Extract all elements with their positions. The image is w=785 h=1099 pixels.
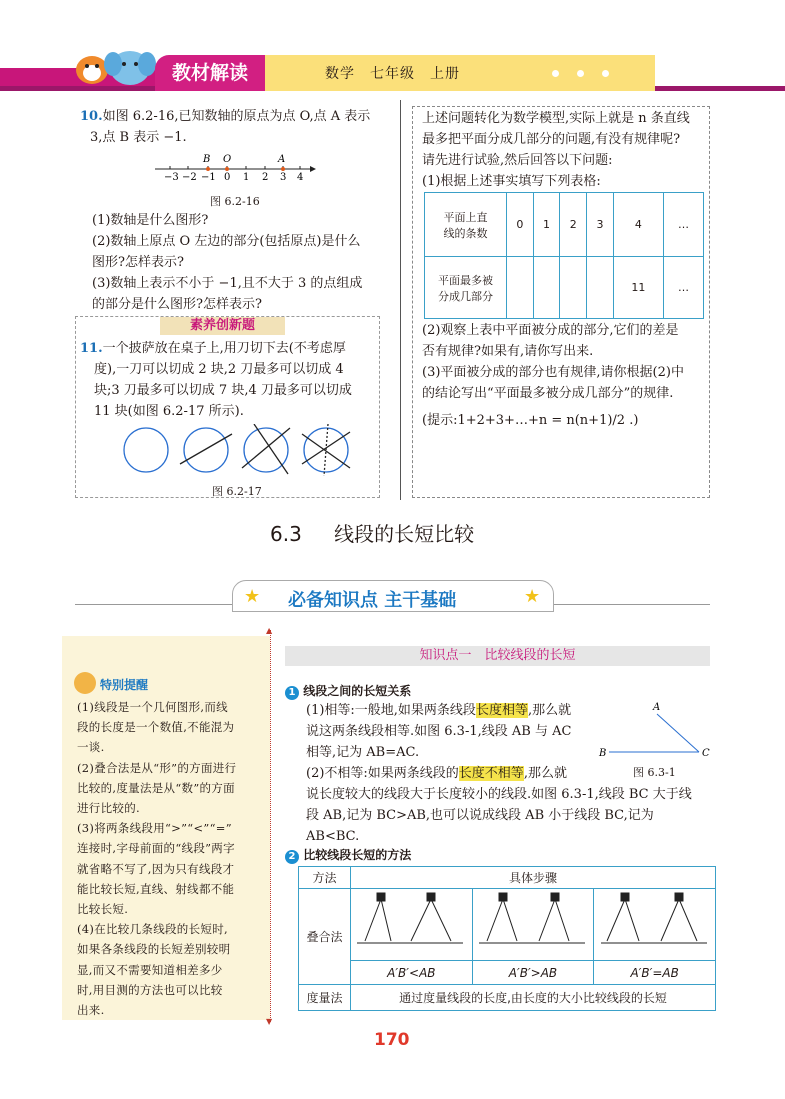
q10-line: 3,点 B 表示 −1. bbox=[90, 130, 187, 145]
axis-tick: 0 bbox=[224, 172, 231, 182]
table-cell: … bbox=[663, 257, 703, 319]
section-title bbox=[270, 518, 474, 547]
sidebar-line: 显,而又不需要知道相差多少 bbox=[77, 962, 223, 977]
point-c-label: C bbox=[702, 748, 710, 759]
sidebar-line: (4)在比较几条线段的长短时, bbox=[77, 922, 228, 937]
result-cell: A′B′=AB bbox=[594, 961, 716, 985]
axis-label-b: B bbox=[203, 154, 211, 165]
header-tab bbox=[155, 55, 265, 91]
sidebar-line: 一谈. bbox=[77, 740, 105, 755]
kp-heading-text: 比较线段长短的方法 bbox=[303, 848, 412, 862]
table-cell bbox=[507, 257, 534, 319]
right-line: (1)根据上述事实填写下列表格: bbox=[422, 174, 601, 189]
compass-icon bbox=[351, 891, 471, 955]
right-line: 否有规律?如果有,请你写出来. bbox=[422, 344, 594, 359]
knowledge-point-bar: 知识点一 比较线段的长短 bbox=[285, 646, 710, 666]
header-dot bbox=[577, 70, 584, 77]
result-cell: A′B′<AB bbox=[351, 961, 473, 985]
right-line: (2)观察上表中平面被分成的部分,它们的差是 bbox=[422, 323, 679, 338]
q11-number: 11. bbox=[80, 341, 103, 356]
star-icon: ★ bbox=[244, 586, 261, 607]
compass-cell bbox=[351, 889, 473, 961]
q10-part: (2)数轴上原点 O 左边的部分(包括原点)是什么 bbox=[92, 234, 361, 249]
kp-heading-text: 线段之间的长短关系 bbox=[303, 684, 412, 698]
header-dot bbox=[602, 70, 609, 77]
sidebar-line: 连接时,字母前面的“线段”两字 bbox=[77, 841, 235, 856]
axis-tick: 4 bbox=[297, 172, 304, 182]
arrow-down-icon: ▼ bbox=[266, 1017, 273, 1026]
pizza-cut-figure bbox=[118, 424, 368, 476]
sidebar-line: 就省略不写了,因为只有线段才 bbox=[77, 861, 235, 876]
axis-label-a: A bbox=[278, 154, 286, 165]
right-problem-text bbox=[422, 108, 712, 192]
sidebar-line: 进行比较的. bbox=[77, 801, 140, 816]
lines-table bbox=[424, 192, 704, 319]
sidebar-line: 时,用目测的方法也可以比较 bbox=[77, 982, 223, 997]
column-divider bbox=[400, 100, 401, 500]
axis-tick: −1 bbox=[201, 172, 216, 182]
kp-heading-1 bbox=[285, 682, 411, 700]
point-a-label: A bbox=[653, 702, 661, 713]
axis-label-o: O bbox=[223, 154, 232, 165]
q11-line: 块;3 刀最多可以切成 7 块,4 刀最多可以切成 bbox=[94, 383, 352, 398]
measure-cell: 通过度量线段的长度,由长度的大小比较线段的长短 bbox=[351, 985, 716, 1011]
mascot-icon bbox=[70, 40, 160, 90]
right-line: 上述问题转化为数学模型,实际上就是 n 条直线 bbox=[422, 111, 690, 126]
mascot-small-icon bbox=[74, 672, 96, 694]
kp-equal-text: (1)相等:一般地,如果两条线段长度相等,那么就 说这两条线段相等.如图 6.3-1,线段 AB 与 AC 相等,记为 AB=AC. (2)不相等:如果两条线段的长度不相等,那么就 bbox=[306, 703, 572, 781]
row-label: 叠合法 bbox=[299, 889, 351, 985]
arrow-up-icon: ▲ bbox=[266, 626, 273, 635]
table-cell bbox=[533, 257, 560, 319]
banner-title: 必备知识点 主干基础 bbox=[288, 590, 457, 611]
table-header: 方法 bbox=[299, 867, 351, 889]
section-number: 6.3 bbox=[270, 522, 302, 546]
section-name: 线段的长短比较 bbox=[334, 522, 475, 546]
q10-line: 如图 6.2-16,已知数轴的原点为点 O,点 A 表示 bbox=[102, 109, 371, 124]
table-cell: 2 bbox=[560, 193, 587, 257]
axis-tick: 3 bbox=[280, 172, 287, 182]
q10-part: (1)数轴是什么图形? bbox=[92, 213, 209, 228]
row-label: 度量法 bbox=[299, 985, 351, 1011]
table-cell: 11 bbox=[613, 257, 663, 319]
sidebar-line: 段的长度是一个数值,不能混为 bbox=[77, 720, 235, 735]
highlight-unequal: 长度不相等 bbox=[458, 766, 524, 781]
table-header: 具体步骤 bbox=[351, 867, 716, 889]
table-cell: … bbox=[663, 193, 703, 257]
star-icon: ★ bbox=[524, 586, 541, 607]
header-dot bbox=[552, 70, 559, 77]
header-tab-label: 教材解读 bbox=[171, 62, 248, 84]
sidebar-title: 特别提醒 bbox=[100, 678, 149, 692]
right-line: 的结论写出“平面最多被分成几部分”的规律. bbox=[422, 386, 674, 401]
point-b-label: B bbox=[599, 748, 607, 759]
innovation-badge: 素养创新题 bbox=[160, 317, 285, 335]
q10-parts bbox=[92, 210, 392, 315]
sidebar-divider bbox=[270, 630, 271, 1022]
right-line: 最多把平面分成几部分的问题,有没有规律呢? bbox=[422, 132, 681, 147]
result-cell: A′B′>AB bbox=[472, 961, 594, 985]
table-header: 平面上直 线的条数 bbox=[425, 193, 507, 257]
sidebar-text bbox=[77, 697, 267, 1020]
question-11 bbox=[80, 338, 380, 422]
sidebar-line: 比较长短. bbox=[77, 902, 129, 917]
q10-number: 10. bbox=[80, 109, 103, 124]
header-band bbox=[265, 55, 655, 91]
q11-line: 度),一刀可以切成 2 块,2 刀最多可以切成 4 bbox=[94, 362, 344, 377]
axis-tick: −3 bbox=[164, 172, 179, 182]
sidebar-line: 如果各条线段的长短差别较明 bbox=[77, 942, 231, 957]
sidebar-line: 能比较长短,直线、射线都不能 bbox=[77, 881, 235, 896]
axis-tick: 2 bbox=[262, 172, 269, 182]
q10-part: 的部分是什么图形?怎样表示? bbox=[92, 297, 262, 312]
table-cell: 4 bbox=[613, 193, 663, 257]
compass-icon bbox=[595, 891, 715, 955]
segment-figure bbox=[595, 700, 715, 762]
table-cell: 1 bbox=[533, 193, 560, 257]
sidebar-line: (3)将两条线段用“>”“<”“=” bbox=[77, 821, 232, 836]
sidebar-line: 比较的,度量法是从“数”的方面 bbox=[77, 780, 235, 795]
number-2-icon: 2 bbox=[285, 850, 299, 864]
figure-caption: 图 6.3-1 bbox=[633, 766, 676, 779]
q10-part: (3)数轴上表示不小于 −1,且不大于 3 的点组成 bbox=[92, 276, 363, 291]
q11-line: 11 块(如图 6.2-17 所示). bbox=[94, 404, 244, 419]
kp-unequal-text: 说长度较大的线段大于长度较小的线段.如图 6.3-1,线段 BC 大于线 段 AB,记为 BC>AB,也可以说成线段 AB 小于线段 BC,记为 AB<BC. bbox=[306, 787, 692, 844]
table-header: 平面最多被 分成几部分 bbox=[425, 257, 507, 319]
figure-caption: 图 6.2-16 bbox=[210, 195, 260, 208]
table-cell: 3 bbox=[587, 193, 614, 257]
table-cell bbox=[560, 257, 587, 319]
q10-part: 图形?怎样表示? bbox=[92, 255, 184, 270]
table-cell: 0 bbox=[507, 193, 534, 257]
methods-table bbox=[298, 866, 716, 1011]
right-problem-parts bbox=[422, 320, 712, 431]
q11-line: 一个披萨放在桌子上,用刀切下去(不考虑厚 bbox=[102, 341, 346, 356]
number-1-icon: 1 bbox=[285, 686, 299, 700]
compass-icon bbox=[473, 891, 593, 955]
page-number: 170 bbox=[374, 1030, 410, 1050]
sidebar-line: (1)线段是一个几何图形,而线 bbox=[77, 700, 228, 714]
number-line-figure bbox=[150, 150, 320, 182]
figure-caption: 图 6.2-17 bbox=[212, 485, 262, 498]
highlight-equal: 长度相等 bbox=[475, 703, 528, 718]
axis-tick: −2 bbox=[182, 172, 197, 182]
sidebar-line: 出来. bbox=[77, 1003, 105, 1018]
right-line: 请先进行试验,然后回答以下问题: bbox=[422, 153, 613, 168]
header-subject: 数学 七年级 上册 bbox=[325, 66, 460, 82]
hint: (提示:1+2+3+…+n = n(n+1)/2 .) bbox=[422, 413, 639, 428]
table-cell bbox=[587, 257, 614, 319]
compass-cell bbox=[594, 889, 716, 961]
question-10 bbox=[80, 106, 395, 148]
kp-heading-2 bbox=[285, 846, 411, 864]
sidebar-line: (2)叠合法是从“形”的方面进行 bbox=[77, 760, 237, 775]
right-line: (3)平面被分成的部分也有规律,请你根据(2)中 bbox=[422, 365, 684, 380]
compass-cell bbox=[472, 889, 594, 961]
axis-tick: 1 bbox=[243, 172, 250, 182]
